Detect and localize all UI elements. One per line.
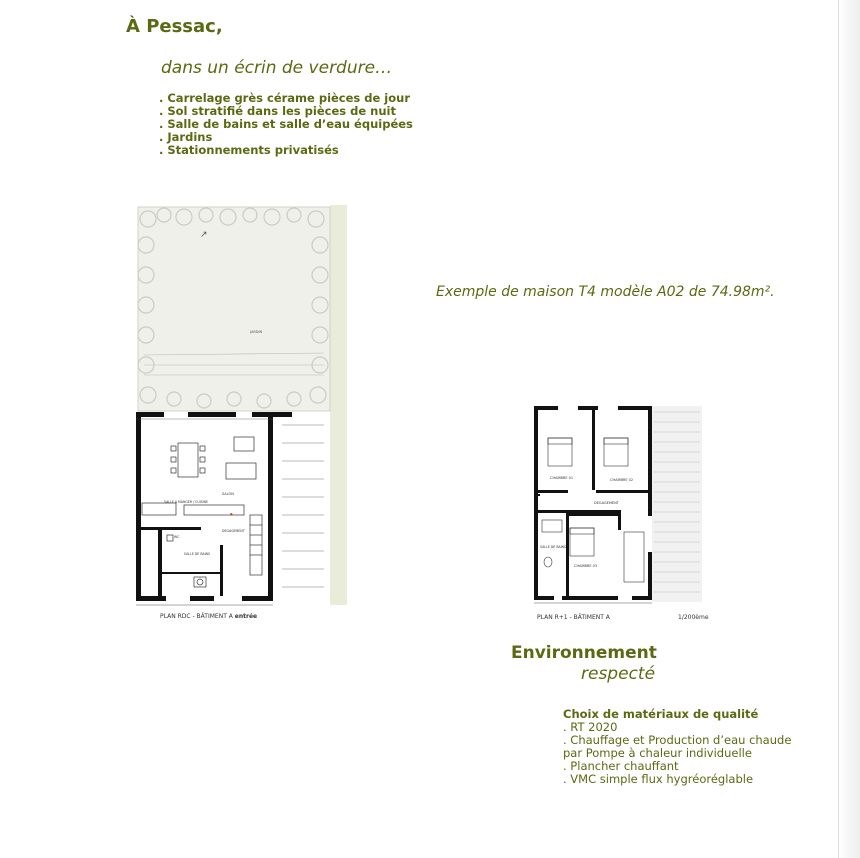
material-item: par Pompe à chaleur individuelle [563,746,752,760]
room-salle-bains-upper: SALLE DE BAINS [540,545,567,549]
svg-text:↗: ↗ [200,230,208,240]
example-caption: Exemple de maison T4 modèle A02 de 74.98m². [436,284,775,300]
material-item: . VMC simple flux hygréoréglable [563,772,754,786]
feature-item: . Jardins [159,130,213,144]
environment-title: Environnement [511,643,657,663]
ground-plan-label-bold: entrée [234,613,258,620]
room-degagement: DEGAGEMENT [222,529,245,533]
room-chambre-b: CHAMBRE 02 [610,478,634,482]
plan-scale: 1/200ème [678,614,709,621]
page-edge [838,0,839,858]
room-salle-bains: SALLE DE BAINS [184,552,211,556]
materials-list [563,708,791,786]
upper-floor-plan [532,402,704,606]
page-shadow [838,0,860,858]
feature-item: . Stationnements privatisés [159,143,339,157]
materials-title: Choix de matériaux de qualité [563,707,759,721]
garden-strip [330,205,347,605]
room-chambre-c: CHAMBRE 03 [574,564,598,568]
svg-text:●: ● [230,512,233,516]
room-salle-manger: SALLE A MANGER / CUISINE [164,500,209,504]
material-item: . Plancher chauffant [563,759,679,773]
room-wc: WC [174,535,180,539]
feature-item: . Carrelage grès cérame pièces de jour [159,91,411,105]
ground-floor-plan [134,205,349,615]
upper-walls [534,406,652,600]
page-subtitle: dans un écrin de verdure… [161,58,393,78]
garden-area [138,207,330,411]
page-title: À Pessac, [126,16,223,37]
feature-item: . Salle de bains et salle d’eau équipées [159,117,413,131]
material-item: . Chauffage et Production d’eau chaude [563,733,792,747]
features-list [159,92,413,157]
room-chambre-a: CHAMBRE 01 [550,476,574,480]
parking-marks [282,425,324,587]
room-jardin: JARDIN [250,330,263,334]
upper-plan-label: PLAN R+1 - BÂTIMENT A [537,614,610,621]
roof-area [652,406,702,602]
ground-plan-label: PLAN RDC - BÂTIMENT A entrée [160,613,258,620]
material-item: . RT 2020 [563,720,618,734]
ground-walls [136,412,292,601]
room-salon: SALON [222,492,234,496]
room-degagement-upper: DEGAGEMENT [594,501,619,505]
feature-item: . Sol stratifié dans les pièces de nuit [159,104,396,118]
environment-subtitle: respecté [581,664,656,684]
